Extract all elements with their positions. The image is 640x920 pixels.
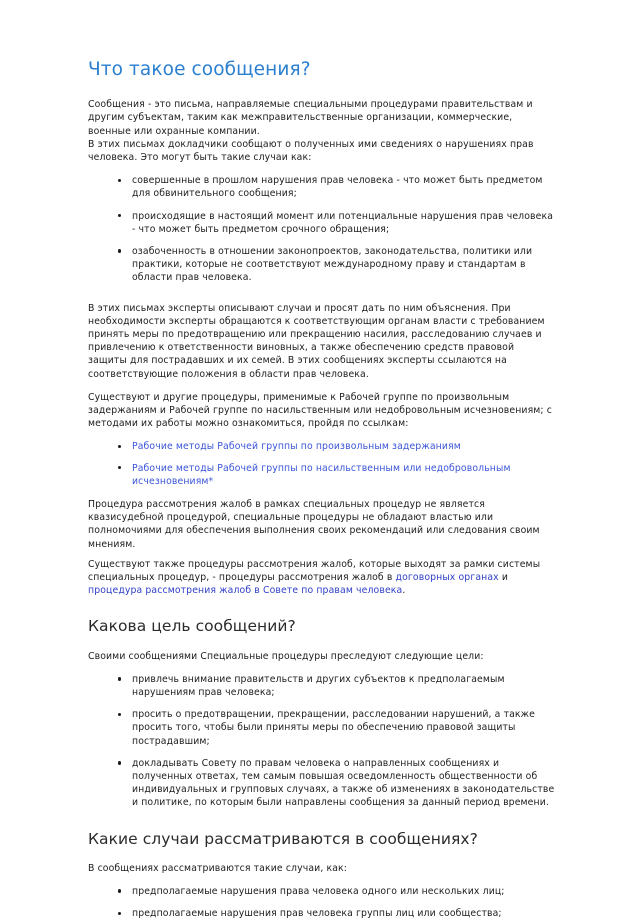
section-heading-purpose: Какова цель сообщений? — [88, 617, 296, 636]
purpose-list — [88, 673, 556, 810]
spacer — [88, 295, 556, 302]
intro-paragraph-2: В этих письмах докладчики сообщают о полученных ими сведениях о нарушениях прав человека. Это могут быть такие случаи как: — [88, 138, 534, 163]
spacer — [88, 551, 556, 558]
other-procedures-text-part-2: и — [498, 572, 509, 584]
communications-types-list — [88, 174, 556, 284]
other-procedures-paragraph — [88, 558, 556, 598]
other-procedures-text-part-1: Существуют также процедуры рассмотрения жалоб, которые выходят за рамки системы специальных процедур, - процедуры рассмотрения жалоб в — [88, 558, 541, 584]
list-item-label: предполагаемые нарушения прав человека группы лиц или сообщества; — [132, 908, 502, 920]
bullet-dot-icon — [118, 214, 121, 217]
link-enforced-disappearances-working-methods[interactable]: Рабочие методы Рабочей группы по насильственным или недобровольным исчезновениям* — [132, 462, 511, 487]
list-item — [88, 245, 556, 285]
bullet-dot-icon — [118, 761, 121, 764]
working-methods-links-list — [88, 440, 556, 488]
list-item-label: докладывать Совету по правам человека о направленных сообщениях и полученных ответах, тем самым повышая осведомленность общественности об индивидуальных и групповых случаях, а также об изменениях в законодательстве и политике, по которым были направлены сообщения за данный период времени. — [132, 757, 555, 809]
list-item — [88, 174, 556, 200]
bullet-dot-icon — [118, 713, 121, 716]
link-arbitrary-detention-working-methods[interactable]: Рабочие методы Рабочей группы по произвольным задержаниям — [132, 441, 461, 453]
cases-intro-paragraph: В сообщениях рассматриваются такие случаи, как: — [88, 862, 348, 874]
bullet-dot-icon — [118, 249, 121, 252]
intro-paragraph-1: Сообщения - это письма, направляемые специальными процедурами правительствам и другим субъектам, таким как межправительственные организации, коммерческие, военные или охранные компании. — [88, 99, 533, 137]
list-item — [88, 708, 556, 748]
bullet-dot-icon — [118, 466, 121, 469]
list-item-label: совершенные в прошлом нарушения прав человека - что может быть предметом для обвинительного сообщения; — [132, 175, 543, 200]
working-groups-paragraph: Существуют и другие процедуры, применимые к Рабочей группе по произвольным задержаниям и Рабочей группе по насильственным или недобровольным исчезновениям; с методами их работы можно ознакомиться, пройдя по ссылкам: — [88, 391, 552, 430]
quasi-judicial-paragraph: Процедура рассмотрения жалоб в рамках специальных процедур не является квазисудебной процедурой, специальные процедуры не обладают властью или полномочиями для обеспечения выполнения своих рекомендаций или следования своим мнениям. — [88, 499, 540, 550]
list-item-label: озабоченность в отношении законопроектов, законодательства, политики или практики, которые не соответствуют международному праву и стандартам в области прав человека. — [132, 245, 533, 284]
bullet-dot-icon — [118, 179, 121, 182]
list-item-label: предполагаемые нарушения права человека одного или нескольких лиц; — [132, 885, 505, 897]
list-item-label: происходящие в настоящий момент или потенциальные нарушения прав человека - что может быть предметом срочного обращения; — [132, 210, 554, 235]
page-title: Что такое сообщения? — [88, 59, 311, 80]
link-human-rights-council-complaint-procedure[interactable]: процедура рассмотрения жалоб в Совете по правам человека — [88, 585, 403, 597]
bullet-dot-icon — [118, 889, 121, 892]
list-item — [88, 210, 556, 236]
list-item — [88, 673, 556, 699]
bullet-dot-icon — [118, 445, 121, 448]
list-item — [88, 757, 556, 810]
other-procedures-text-part-3: . — [402, 585, 406, 597]
list-item — [88, 907, 556, 920]
bullet-dot-icon — [118, 912, 121, 915]
section-heading-cases: Какие случаи рассматриваются в сообщениях? — [88, 829, 478, 848]
list-item-label: привлечь внимание правительств и других субъектов к предполагаемым нарушениям прав человека; — [132, 673, 505, 698]
list-item — [88, 885, 556, 898]
purpose-intro-paragraph: Своими сообщениями Специальные процедуры преследуют следующие цели: — [88, 650, 484, 662]
link-treaty-bodies[interactable]: договорных органах — [395, 572, 499, 584]
list-item-label: просить о предотвращении, прекращении, расследовании нарушений, а также просить того, чтобы были приняты меры по обеспечению правовой защиты пострадавшим; — [132, 709, 536, 747]
experts-paragraph: В этих письмах эксперты описывают случаи и просят дать по ним объяснения. При необходимости эксперты обращаются к соответствующим органам власти с требованием принять меры по предотвращению или прекращению насилия, расследованию случаев и привлечению к ответственности виновных, а также обеспечению средств правовой защиты для пострадавших и их семей. В этих сообщениях эксперты ссылаются на соответствующие положения в области прав человека. — [88, 302, 545, 380]
cases-list — [88, 885, 556, 920]
list-item — [88, 440, 556, 453]
bullet-dot-icon — [118, 677, 121, 680]
list-item — [88, 462, 556, 488]
